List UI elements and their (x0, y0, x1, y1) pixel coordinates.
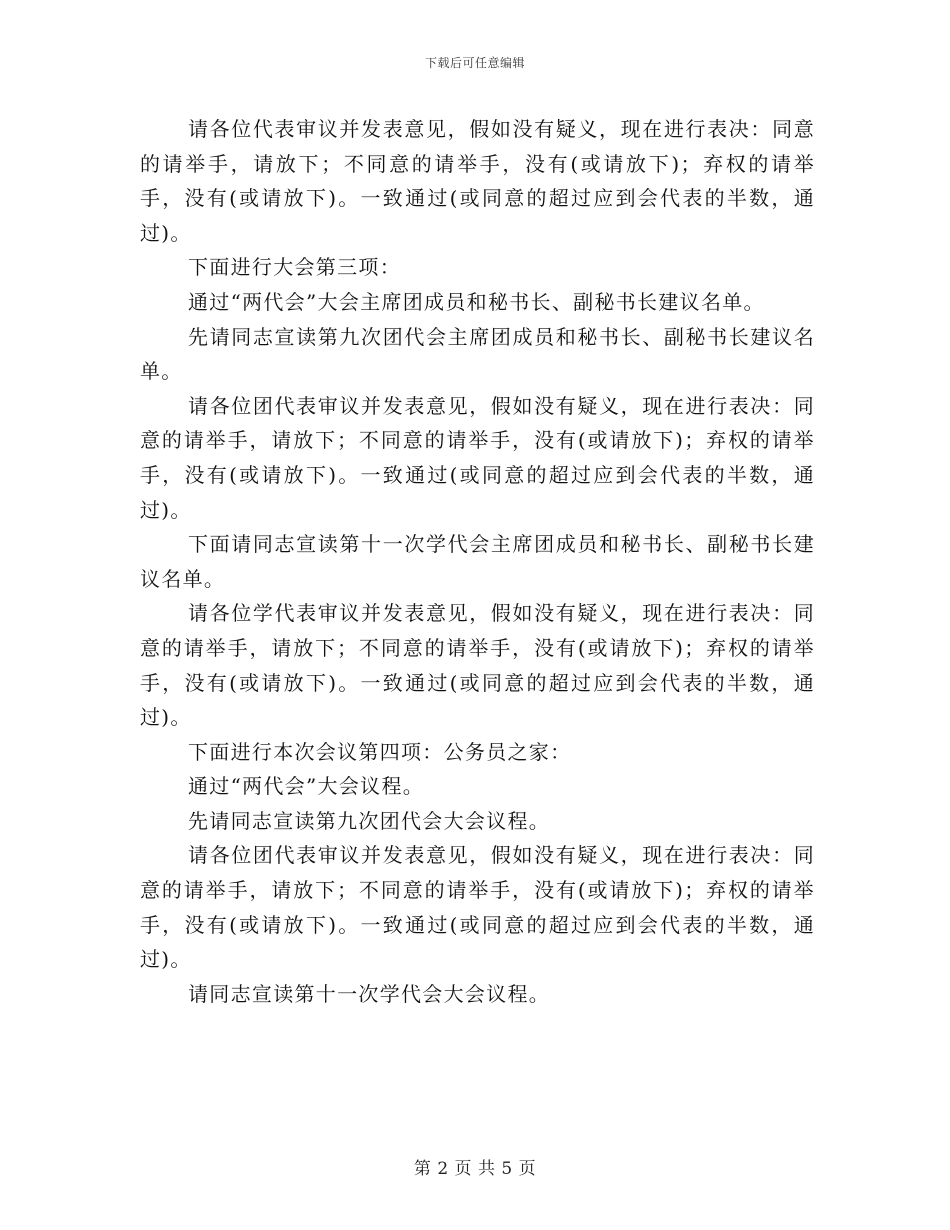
paragraph: 请同志宣读第十一次学代会大会议程。 (188, 981, 551, 1006)
header-note: 下载后可任意编辑 (424, 56, 525, 70)
paragraph: 请各位学代表审议并发表意见，假如没有疑义，现在进行表决：同意的请举手，请放下；不同意的请举手，没有(或请放下)；弃权的请举手，没有(或请放下)。一致通过(或同意的超过应到会代表的半数，通过)。 (140, 601, 815, 730)
paragraph: 下面进行本次会议第四项：公务员之家： (188, 739, 572, 764)
paragraph: 下面进行大会第三项： (188, 255, 401, 280)
paragraph: 下面请同志宣读第十一次学代会主席团成员和秘书长、副秘书长建议名单。 (140, 532, 815, 591)
paragraph: 请各位团代表审议并发表意见，假如没有疑义，现在进行表决：同意的请举手，请放下；不同意的请举手，没有(或请放下)；弃权的请举手，没有(或请放下)。一致通过(或同意的超过应到会代表的半数，通过)。 (140, 393, 815, 522)
paragraph: 请各位团代表审议并发表意见，假如没有疑义，现在进行表决：同意的请举手，请放下；不同意的请举手，没有(或请放下)；弃权的请举手，没有(或请放下)。一致通过(或同意的超过应到会代表的半数，通过)。 (140, 843, 815, 972)
paragraph: 先请同志宣读第九次团代会大会议程。 (188, 808, 551, 833)
document-body (140, 112, 815, 1011)
paragraph: 通过“两代会”大会议程。 (188, 774, 425, 799)
paragraph: 先请同志宣读第九次团代会主席团成员和秘书长、副秘书长建议名单。 (140, 324, 815, 384)
page-number: 第 2 页 共 5 页 (413, 1159, 537, 1179)
paragraph: 通过“两代会”大会主席团成员和秘书长、副秘书长建议名单。 (188, 289, 765, 314)
paragraph: 请各位代表审议并发表意见，假如没有疑义，现在进行表决：同意的请举手，请放下；不同意的请举手，没有(或请放下)；弃权的请举手，没有(或请放下)。一致通过(或同意的超过应到会代表的半数，通过)。 (140, 117, 815, 245)
